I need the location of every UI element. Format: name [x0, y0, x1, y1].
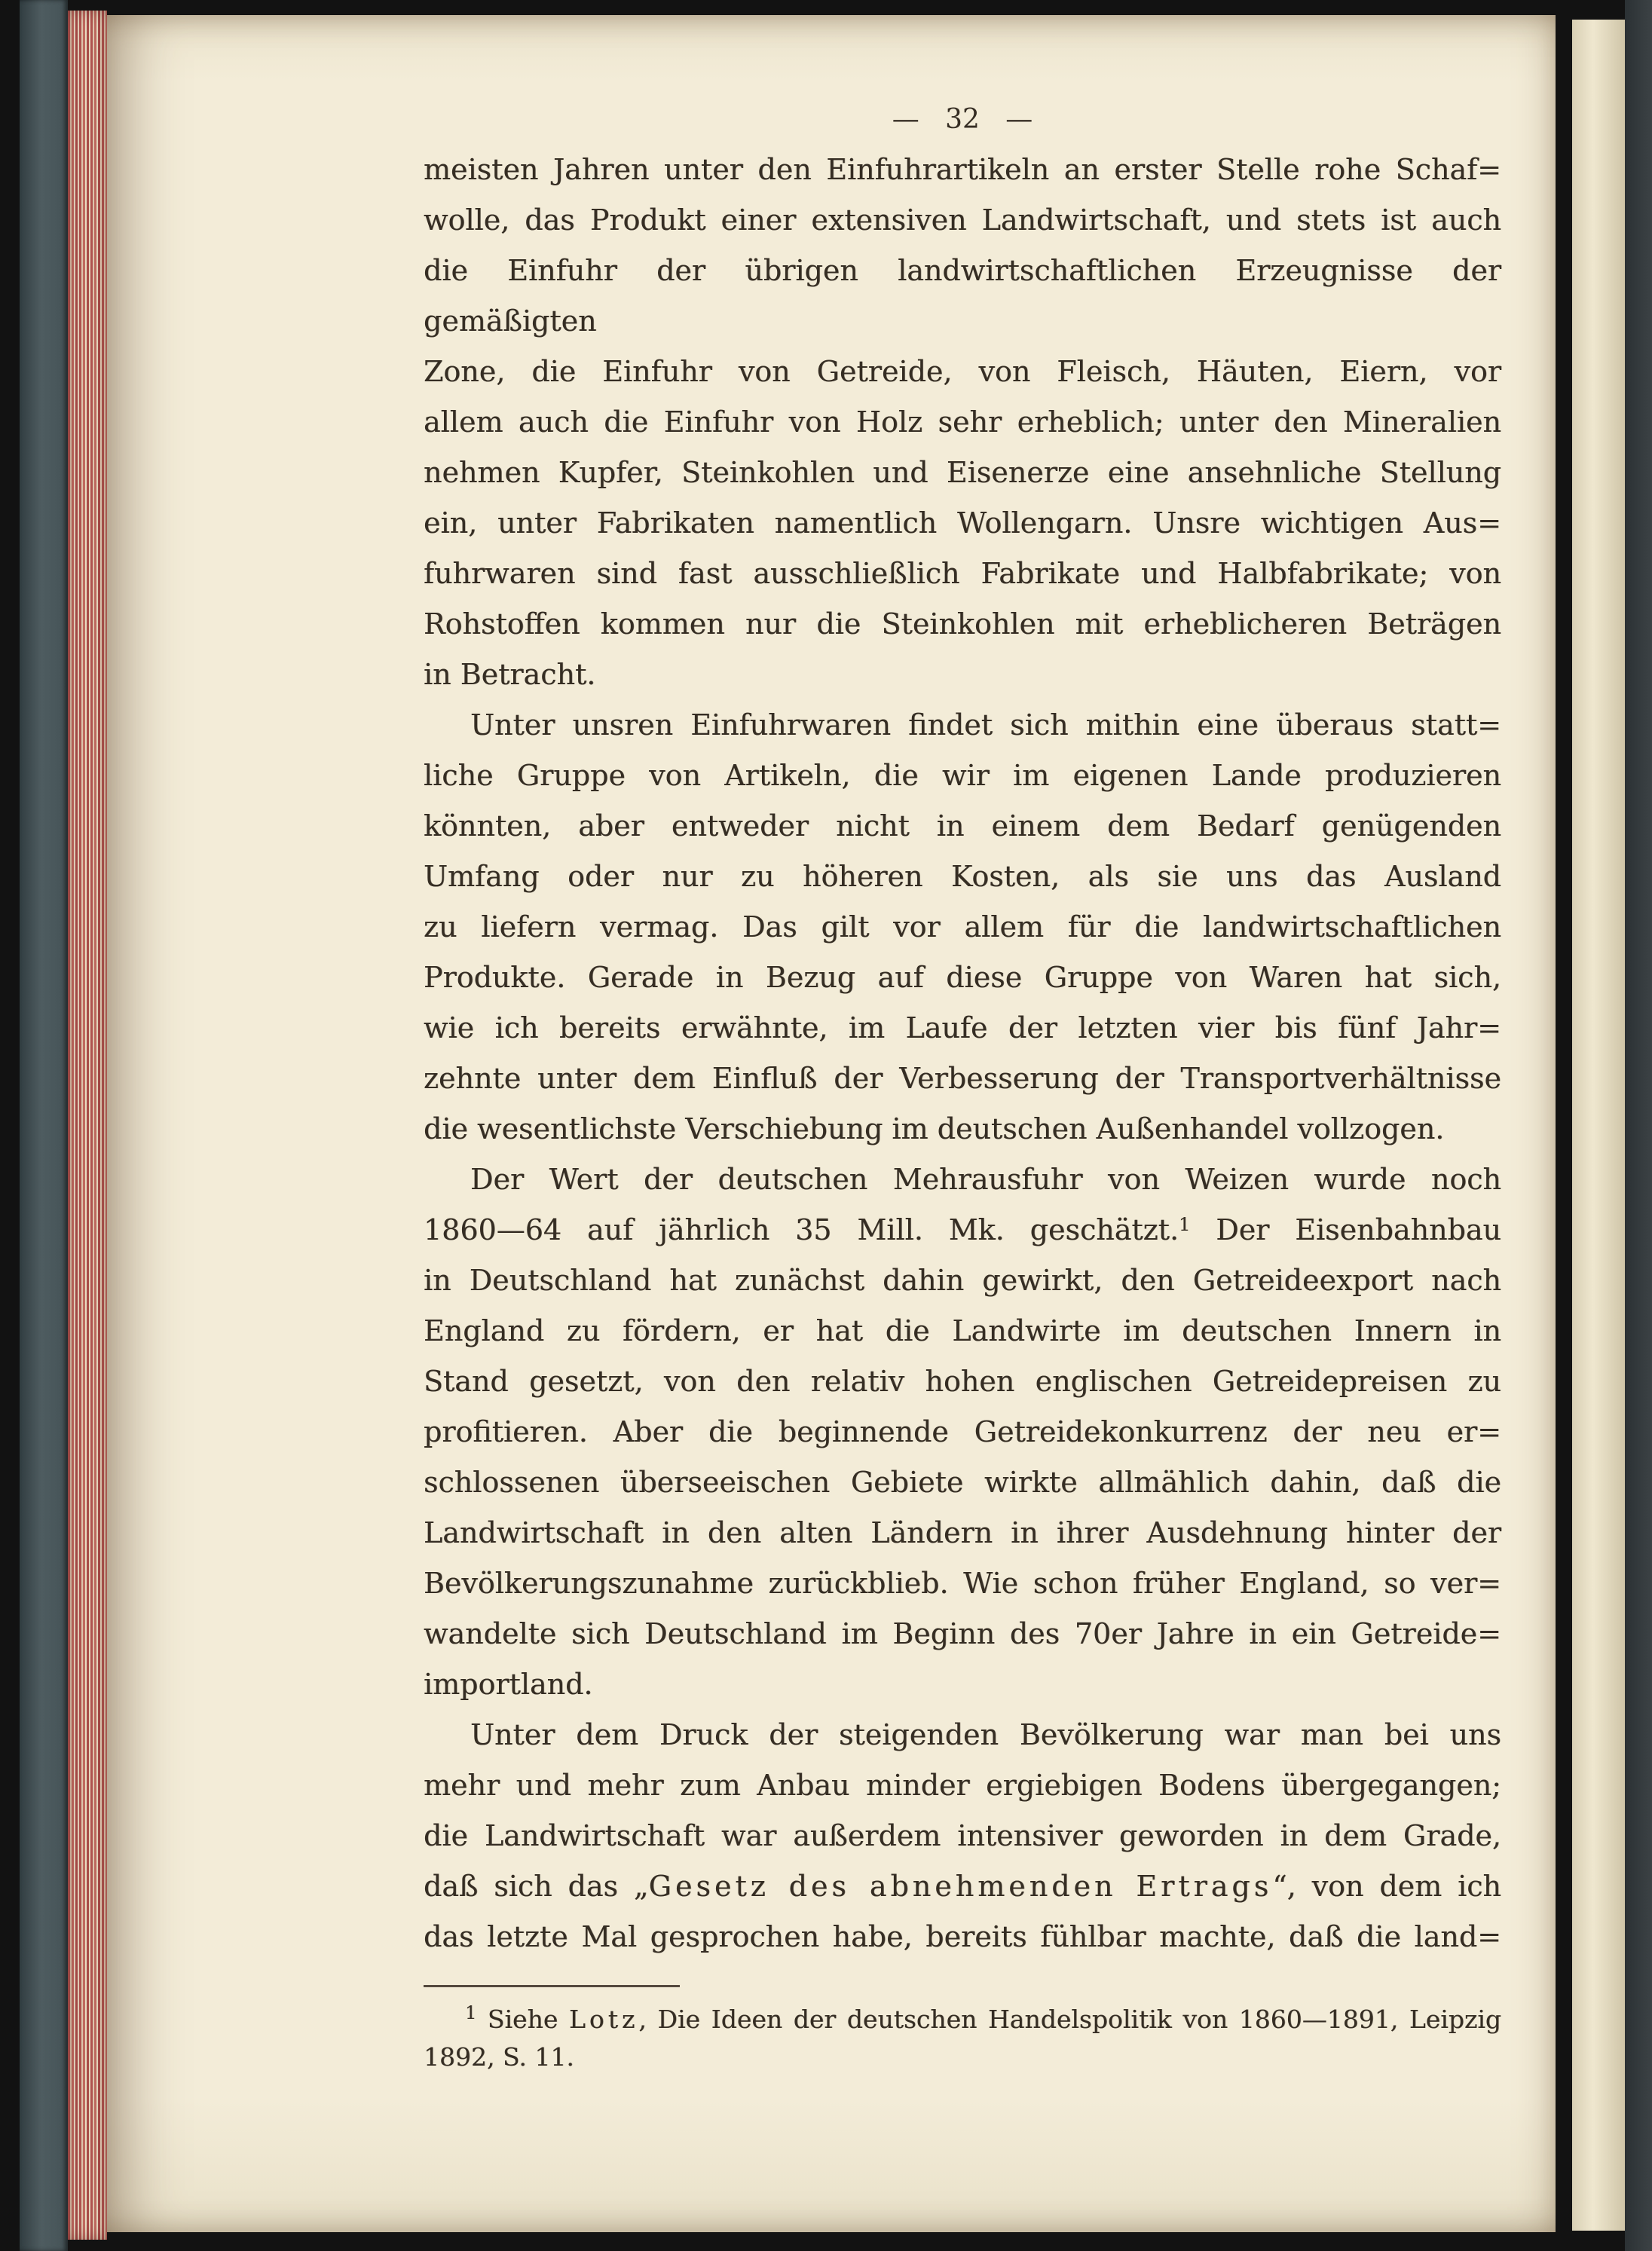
text-segment: schlossenen überseeischen Gebiete wirkte allmählich dahin, daß die	[424, 1466, 1501, 1499]
text-segment: , Die Ideen der deutschen Handelspolitik von 1860—1891, Leipzig	[638, 2005, 1502, 2034]
text-line	[424, 1912, 1501, 1962]
text-line	[424, 397, 1501, 448]
text-line	[424, 2038, 1501, 2076]
text-line	[424, 246, 1501, 347]
text-line	[424, 1407, 1501, 1457]
text-segment: Der Wert der deutschen Mehrausfuhr von Weizen wurde noch	[470, 1163, 1501, 1196]
footnote-marker: 1	[1179, 1214, 1191, 1235]
text-line	[424, 1457, 1501, 1508]
text-line	[424, 1054, 1501, 1104]
text-segment: wandelte sich Deutschland im Beginn des 70er Jahre in ein Getreide=	[424, 1617, 1501, 1650]
text-segment: zehnte unter dem Einfluß der Verbesserung der Transportverhältnisse	[424, 1062, 1501, 1095]
text-segment: importland.	[424, 1668, 593, 1701]
text-segment: Unter unsren Einfuhrwaren findet sich mithin eine überaus statt=	[470, 708, 1501, 742]
text-segment: England zu fördern, er hat die Landwirte im deutschen Innern in	[424, 1314, 1501, 1347]
paragraph	[424, 700, 1501, 1155]
text-segment: 1892, S. 11.	[424, 2042, 574, 2072]
text-segment: Stand gesetzt, von den relativ hohen englischen Getreidepreisen zu	[424, 1365, 1501, 1398]
page-fore-edge	[68, 11, 107, 2240]
text-line	[424, 1659, 1501, 1710]
text-segment: Siehe	[476, 2005, 569, 2034]
text-segment: mehr und mehr zum Anbau minder ergiebigen Bodens übergegangen;	[424, 1769, 1501, 1802]
text-line	[424, 2001, 1501, 2038]
text-line	[424, 751, 1501, 801]
footnote-rule	[424, 1985, 680, 1987]
text-line	[424, 1003, 1501, 1054]
text-line	[424, 347, 1501, 397]
book-cover-left	[20, 0, 68, 2251]
text-segment: wolle, das Produkt einer extensiven Landwirtschaft, und stets ist auch	[424, 203, 1501, 237]
text-line	[424, 145, 1501, 195]
paragraph	[424, 1155, 1501, 1710]
text-segment: ein, unter Fabrikaten namentlich Wollengarn. Unsre wichtigen Aus=	[424, 506, 1501, 540]
text-line	[424, 1205, 1501, 1255]
paragraph	[424, 1710, 1501, 1962]
text-line	[424, 1760, 1501, 1811]
text-segment: Landwirtschaft in den alten Ländern in ihrer Ausdehnung hinter der	[424, 1516, 1501, 1549]
text-line	[424, 1861, 1501, 1912]
text-segment: meisten Jahren unter den Einfuhrartikeln an erster Stelle rohe Schaf=	[424, 153, 1501, 186]
text-segment: das letzte Mal gesprochen habe, bereits fühlbar machte, daß die land=	[424, 1920, 1501, 1953]
text-segment: Produkte. Gerade in Bezug auf diese Gruppe von Waren hat sich,	[424, 961, 1501, 994]
text-line	[424, 1155, 1501, 1205]
text-segment: “, von dem ich	[1272, 1870, 1501, 1903]
text-line	[424, 1306, 1501, 1356]
text-segment: in Betracht.	[424, 658, 596, 691]
text-segment: daß sich das „	[424, 1870, 649, 1903]
text-segment: 1860—64 auf jährlich 35 Mill. Mk. geschätzt.	[424, 1213, 1179, 1246]
text-line	[424, 195, 1501, 246]
text-line	[424, 902, 1501, 953]
text-segment: Bevölkerungszunahme zurückblieb. Wie schon früher England, so ver=	[424, 1567, 1501, 1600]
text-line	[424, 1356, 1501, 1407]
text-segment: die wesentlichste Verschiebung im deutschen Außenhandel vollzogen.	[424, 1112, 1445, 1145]
paragraph	[424, 145, 1501, 700]
emphasized-text: Gesetz des abnehmenden Ertrags	[648, 1870, 1273, 1903]
text-line	[424, 650, 1501, 700]
text-segment: nehmen Kupfer, Steinkohlen und Eisenerze eine ansehnliche Stellung	[424, 456, 1501, 489]
text-line	[424, 801, 1501, 852]
text-segment: die Einfuhr der übrigen landwirtschaftlichen Erzeugnisse der gemäßigten	[424, 254, 1501, 338]
text-line	[424, 1710, 1501, 1760]
text-segment: Umfang oder nur zu höheren Kosten, als sie uns das Ausland	[424, 860, 1501, 893]
text-line	[424, 1558, 1501, 1609]
text-segment: liche Gruppe von Artikeln, die wir im eigenen Lande produzieren	[424, 759, 1501, 792]
text-line	[424, 700, 1501, 751]
text-segment: wie ich bereits erwähnte, im Laufe der letzten vier bis fünf Jahr=	[424, 1011, 1501, 1044]
text-line	[424, 1811, 1501, 1861]
text-segment: Der Eisenbahnbau	[1190, 1213, 1501, 1246]
text-segment: Unter dem Druck der steigenden Bevölkerung war man bei uns	[470, 1718, 1501, 1751]
text-segment: in Deutschland hat zunächst dahin gewirkt, den Getreideexport nach	[424, 1264, 1501, 1297]
text-line	[424, 498, 1501, 549]
text-segment: fuhrwaren sind fast ausschließlich Fabrikate und Halbfabrikate; von	[424, 557, 1501, 590]
text-segment: könnten, aber entweder nicht in einem dem Bedarf genügenden	[424, 809, 1501, 843]
text-segment: profitieren. Aber die beginnende Getreidekonkurrenz der neu er=	[424, 1415, 1501, 1448]
book-cover-right	[1625, 0, 1652, 2251]
text-line	[424, 1255, 1501, 1306]
text-segment: Rohstoffen kommen nur die Steinkohlen mit erheblicheren Beträgen	[424, 607, 1501, 641]
body-text	[424, 145, 1501, 2076]
text-line	[424, 1508, 1501, 1558]
footnote-text	[424, 2001, 1501, 2076]
text-line	[424, 1609, 1501, 1659]
footnote-marker: 1	[465, 2002, 477, 2023]
text-line	[424, 852, 1501, 902]
emphasized-text: Lotz	[568, 2005, 639, 2034]
text-segment: die Landwirtschaft war außerdem intensiver geworden in dem Grade,	[424, 1819, 1501, 1852]
book-page	[107, 15, 1556, 2232]
page-number: — 32 —	[892, 104, 1033, 135]
text-segment: zu liefern vermag. Das gilt vor allem für die landwirtschaftlichen	[424, 910, 1501, 944]
text-line	[424, 448, 1501, 498]
text-line	[424, 1104, 1501, 1155]
facing-page-edge	[1572, 20, 1625, 2231]
text-line	[424, 953, 1501, 1003]
text-line	[424, 599, 1501, 650]
text-segment: allem auch die Einfuhr von Holz sehr erheblich; unter den Mineralien	[424, 405, 1501, 439]
text-segment: Zone, die Einfuhr von Getreide, von Fleisch, Häuten, Eiern, vor	[424, 355, 1501, 388]
text-line	[424, 549, 1501, 599]
